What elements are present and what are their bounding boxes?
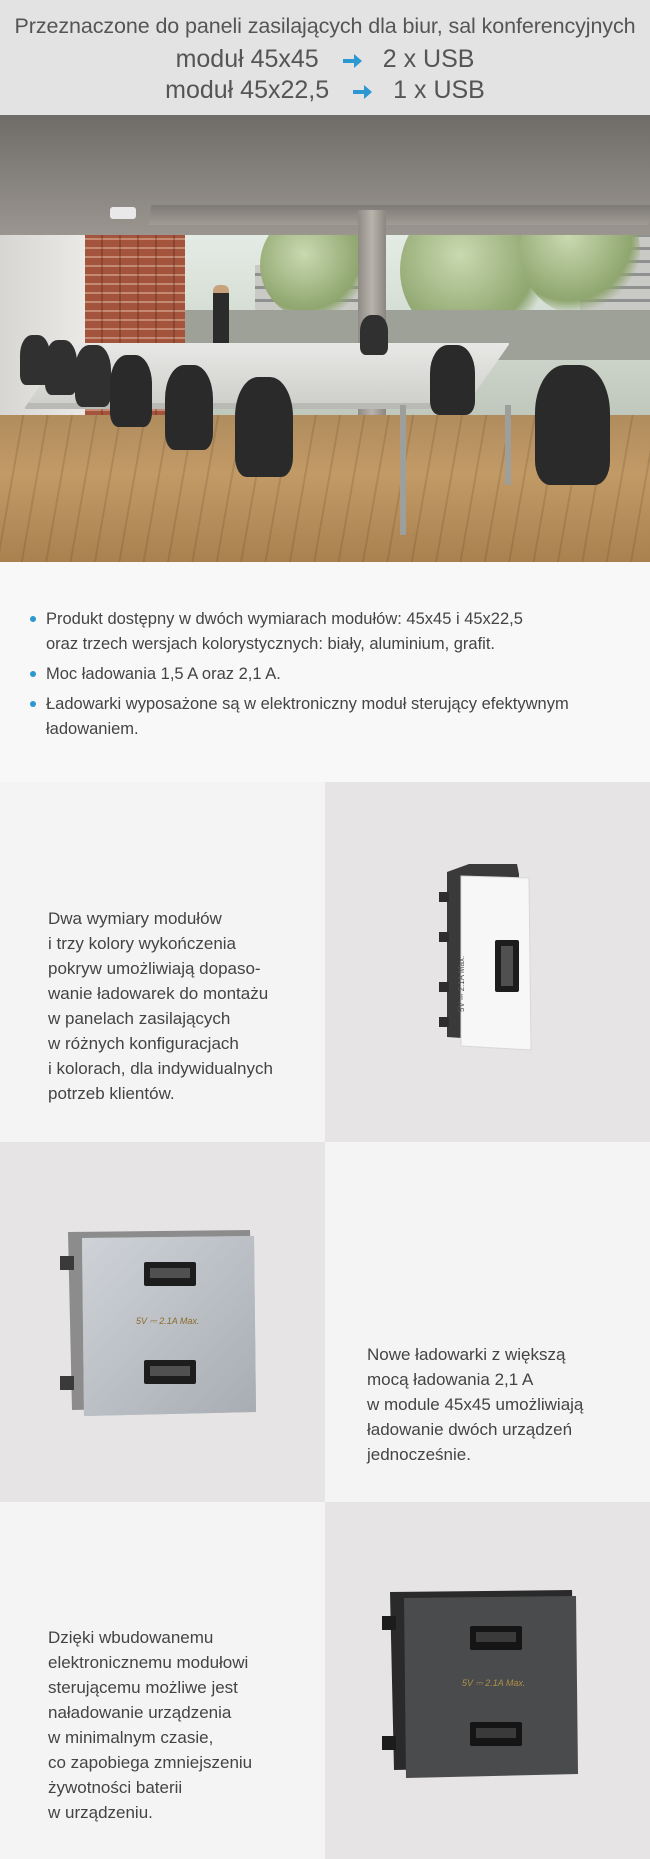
bullet-text: Produkt dostępny w dwóch wymiarach modułów: 45x45 i 45x22,5 oraz trzech wersjach kolorystycznych: biały, aluminium, grafit. bbox=[46, 610, 523, 653]
table-leg bbox=[400, 405, 406, 535]
bullet-text: Ładowarki wyposażone są w elektroniczny moduł sterujący efektywnym ładowaniem. bbox=[46, 695, 569, 738]
arrow-right-icon bbox=[341, 51, 363, 71]
module-row-45x22-5 bbox=[0, 76, 650, 105]
chair bbox=[45, 340, 77, 395]
module-result: 2 x USB bbox=[382, 45, 475, 73]
person-standing bbox=[213, 285, 229, 345]
projector bbox=[110, 207, 136, 219]
bullet-item bbox=[30, 607, 620, 657]
bullet-dot-icon bbox=[30, 616, 36, 622]
header-banner bbox=[0, 0, 650, 115]
bullet-text: Moc ładowania 1,5 A oraz 2,1 A. bbox=[46, 665, 281, 683]
chair bbox=[110, 355, 152, 427]
chair bbox=[235, 377, 293, 477]
white-single-usb-module bbox=[439, 862, 539, 1052]
product-rating-label: 5V ⎓ 2.1A Max. bbox=[136, 1316, 200, 1326]
product-rating-label: 5V ⎓ 2.1A Max. bbox=[462, 1678, 526, 1688]
product-image-cell bbox=[325, 1502, 650, 1859]
bullet-dot-icon bbox=[30, 701, 36, 707]
bullet-list bbox=[30, 607, 620, 747]
ceiling-beam bbox=[149, 205, 650, 225]
conference-room-photo bbox=[0, 115, 650, 562]
chair bbox=[360, 315, 388, 355]
module-name: moduł 45x22,5 bbox=[165, 76, 330, 104]
arrow-right-icon bbox=[351, 82, 373, 102]
feature-description: Dzięki wbudowanemu elektronicznemu modułowi sterującemu możliwe jest naładowanie urządzenia w minimalnym czasie, co zapobiega zmniejszeniu żywotności baterii w urządzeniu. bbox=[48, 1628, 253, 1822]
bullet-item bbox=[30, 662, 620, 687]
table-leg bbox=[505, 405, 511, 485]
feature-description: Nowe ładowarki z większą mocą ładowania 2,1 A w module 45x45 umożliwiają ładowanie dwóch urządzeń jednocześnie. bbox=[367, 1345, 584, 1464]
product-image-cell bbox=[325, 782, 650, 1142]
feature-bullets bbox=[0, 562, 650, 782]
feature-text-cell bbox=[325, 1142, 650, 1502]
feature-text-cell bbox=[0, 1502, 325, 1859]
bullet-item bbox=[30, 692, 620, 742]
graphite-double-usb-module bbox=[382, 1586, 582, 1778]
chair bbox=[535, 365, 610, 485]
bullet-dot-icon bbox=[30, 671, 36, 677]
chair bbox=[165, 365, 213, 450]
chair bbox=[430, 345, 475, 415]
module-name: moduł 45x45 bbox=[175, 45, 319, 73]
module-row-45x45 bbox=[0, 45, 650, 74]
product-rating-label: 5V ⎓ 2.1A Max. bbox=[457, 955, 466, 1012]
product-image-cell bbox=[0, 1142, 325, 1502]
chair bbox=[75, 345, 111, 407]
feature-text-cell bbox=[0, 782, 325, 1142]
feature-description: Dwa wymiary modułów i trzy kolory wykończenia pokryw umożliwiają dopaso- wanie ładowarek do montażu w panelach zasilających w różnych konfiguracjach i kolorach, dla indywidualnych potrzeb klientów. bbox=[48, 909, 273, 1103]
module-result: 1 x USB bbox=[393, 76, 485, 104]
header-intro: Przeznaczone do paneli zasilających dla biur, sal konferencyjnych bbox=[14, 14, 636, 38]
aluminium-double-usb-module bbox=[60, 1226, 260, 1416]
